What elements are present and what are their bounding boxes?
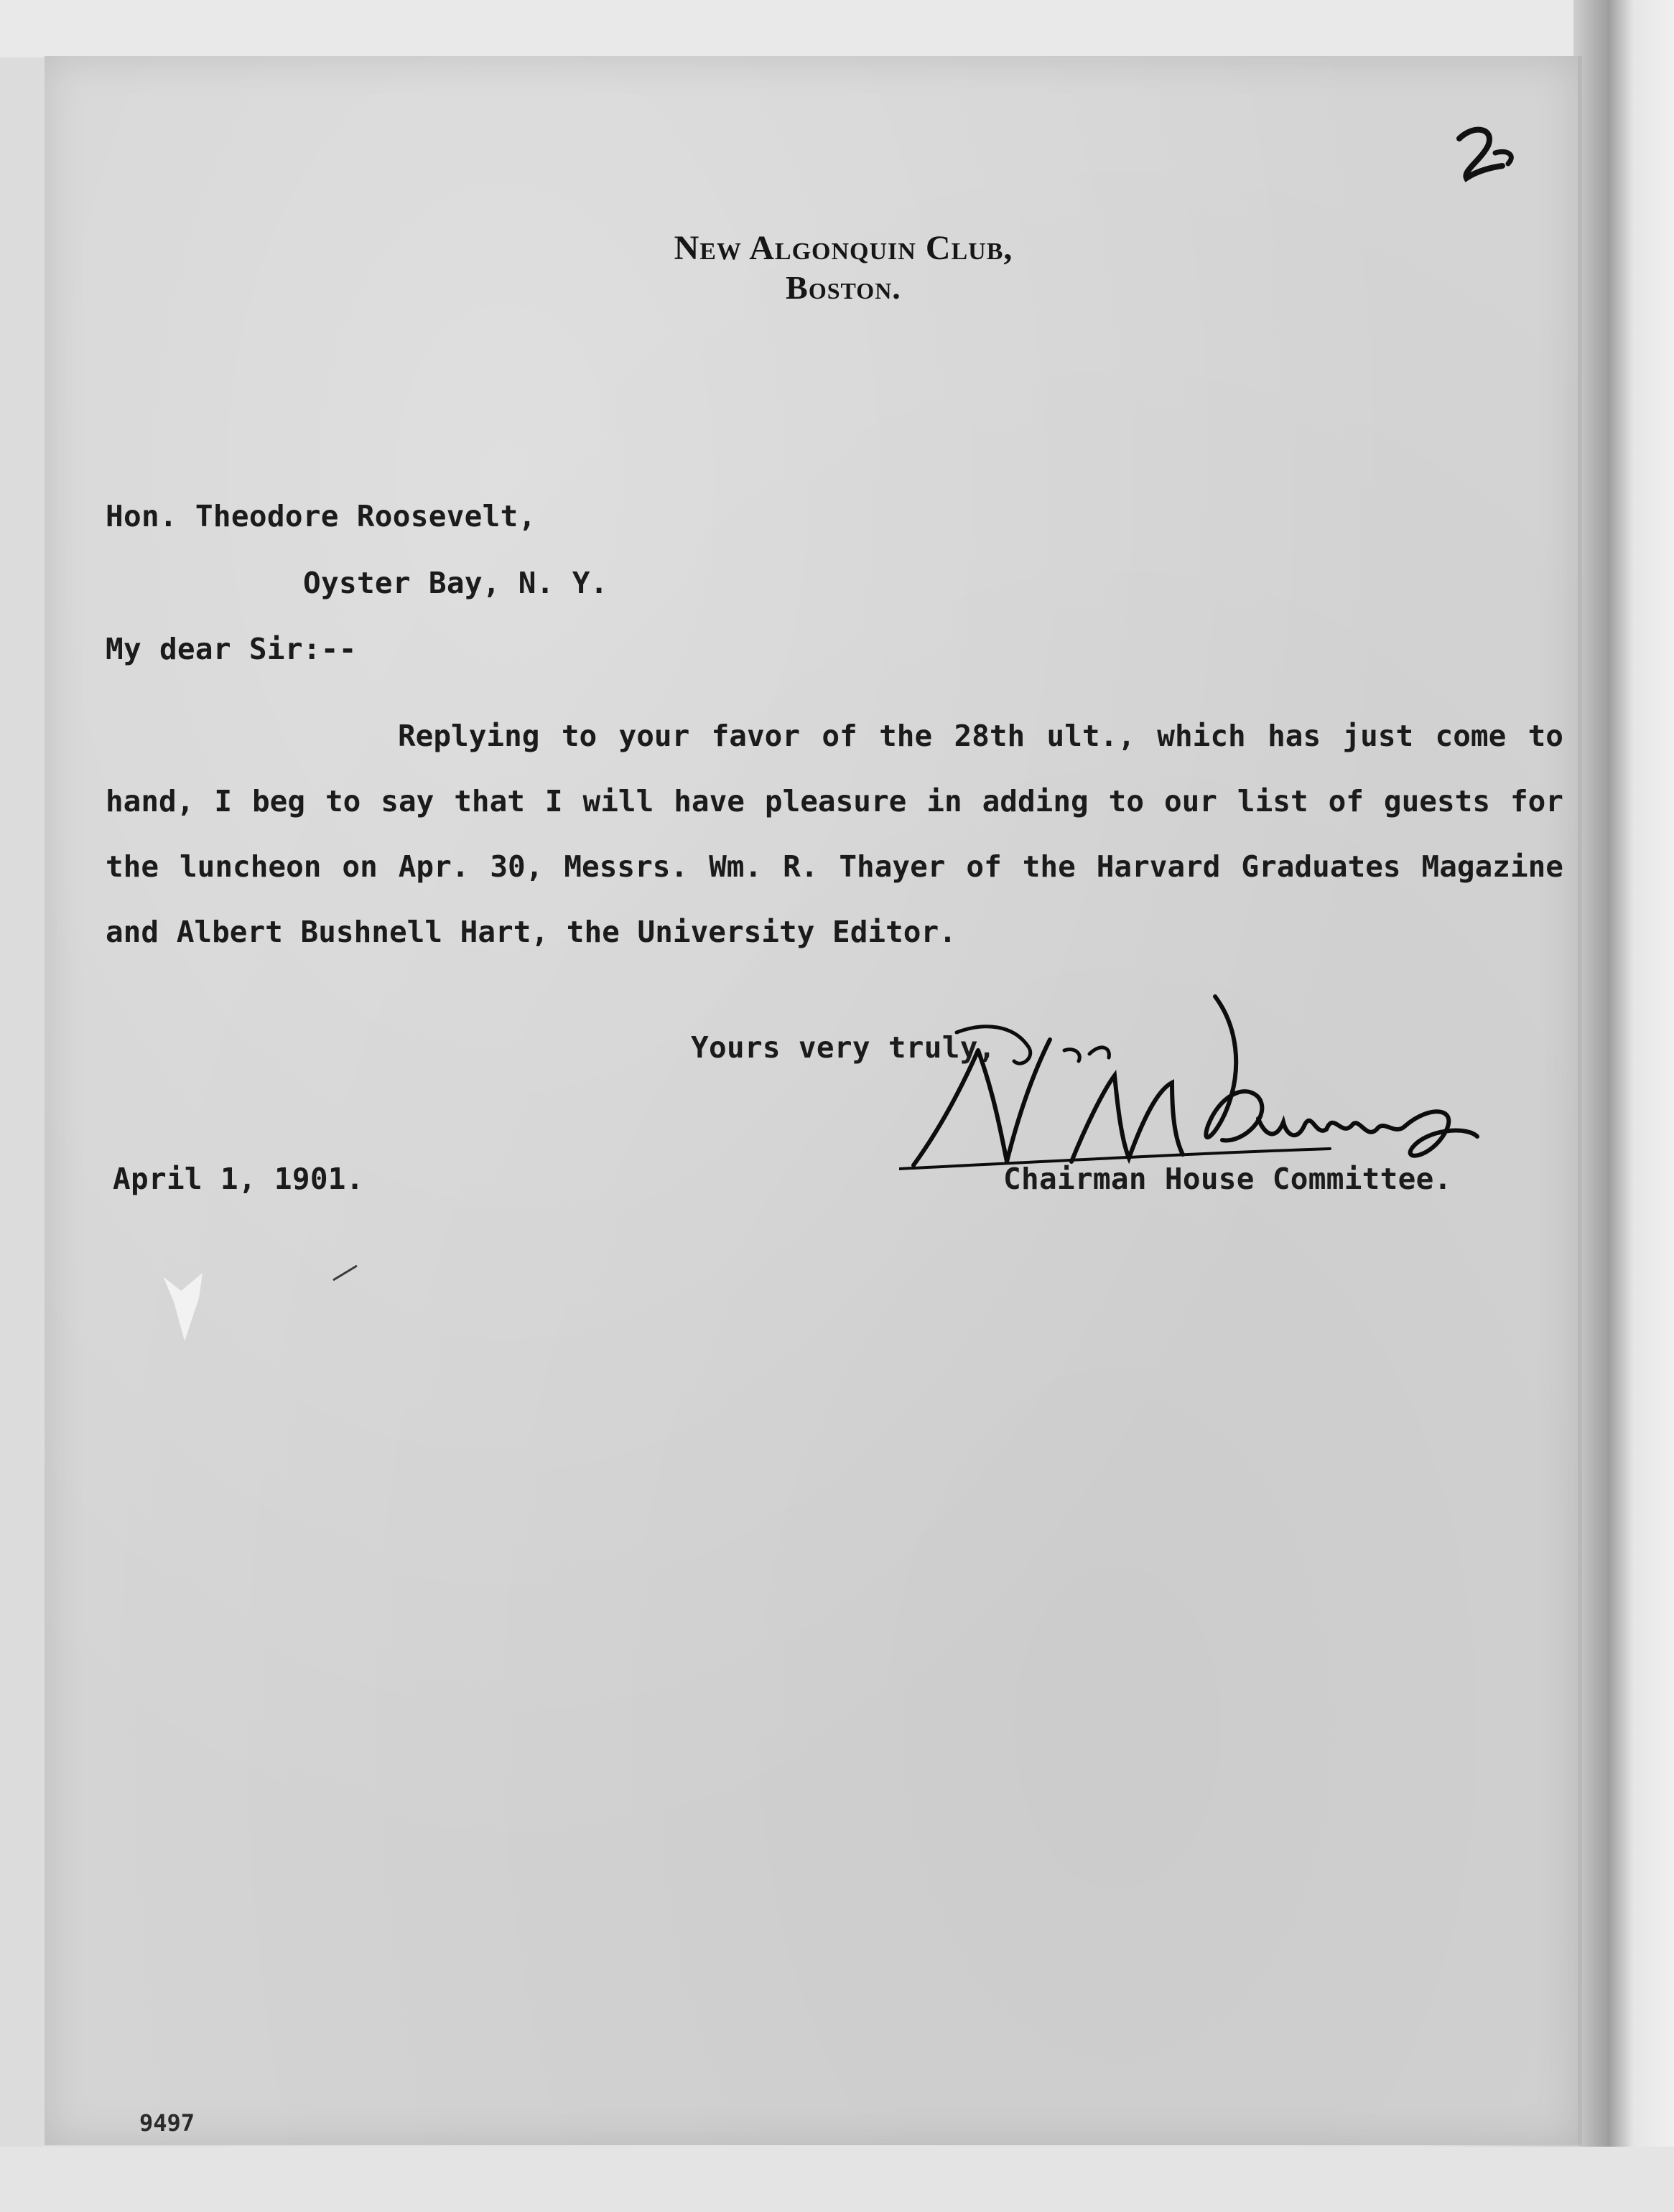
recipient-address: Oyster Bay, N. Y. [303, 566, 608, 600]
handwritten-page-mark [1445, 110, 1531, 196]
recipient-name: Hon. Theodore Roosevelt, [106, 499, 536, 533]
paper-blemish [159, 1269, 217, 1348]
document-number: 9497 [139, 2109, 195, 2137]
letterhead-club-name: New Algonquin Club, [674, 229, 1013, 267]
letterhead [45, 228, 1578, 307]
letter-date: April 1, 1901. [113, 1162, 364, 1196]
salutation: My dear Sir:-- [106, 632, 357, 666]
signer-title: Chairman House Committee. [1003, 1162, 1452, 1196]
scan-right-edge [1573, 0, 1674, 2212]
letter-body: Replying to your favor of the 28th ult., which has just come to hand, I beg to say that I will have pleasure in adding to our list of guests for the luncheon on Apr. 30, Messrs. Wm. R. Thayer of the Harvard Graduates Magazine and Albert Bushnell Hart, the University Editor. [106, 719, 1563, 949]
closing: Yours very truly, [691, 1030, 996, 1065]
paper-speck [332, 1262, 361, 1284]
scan-bottom-margin [0, 2147, 1674, 2212]
scan-top-margin [0, 0, 1674, 57]
letterhead-city: Boston. [786, 269, 901, 306]
letter-page [45, 56, 1578, 2145]
